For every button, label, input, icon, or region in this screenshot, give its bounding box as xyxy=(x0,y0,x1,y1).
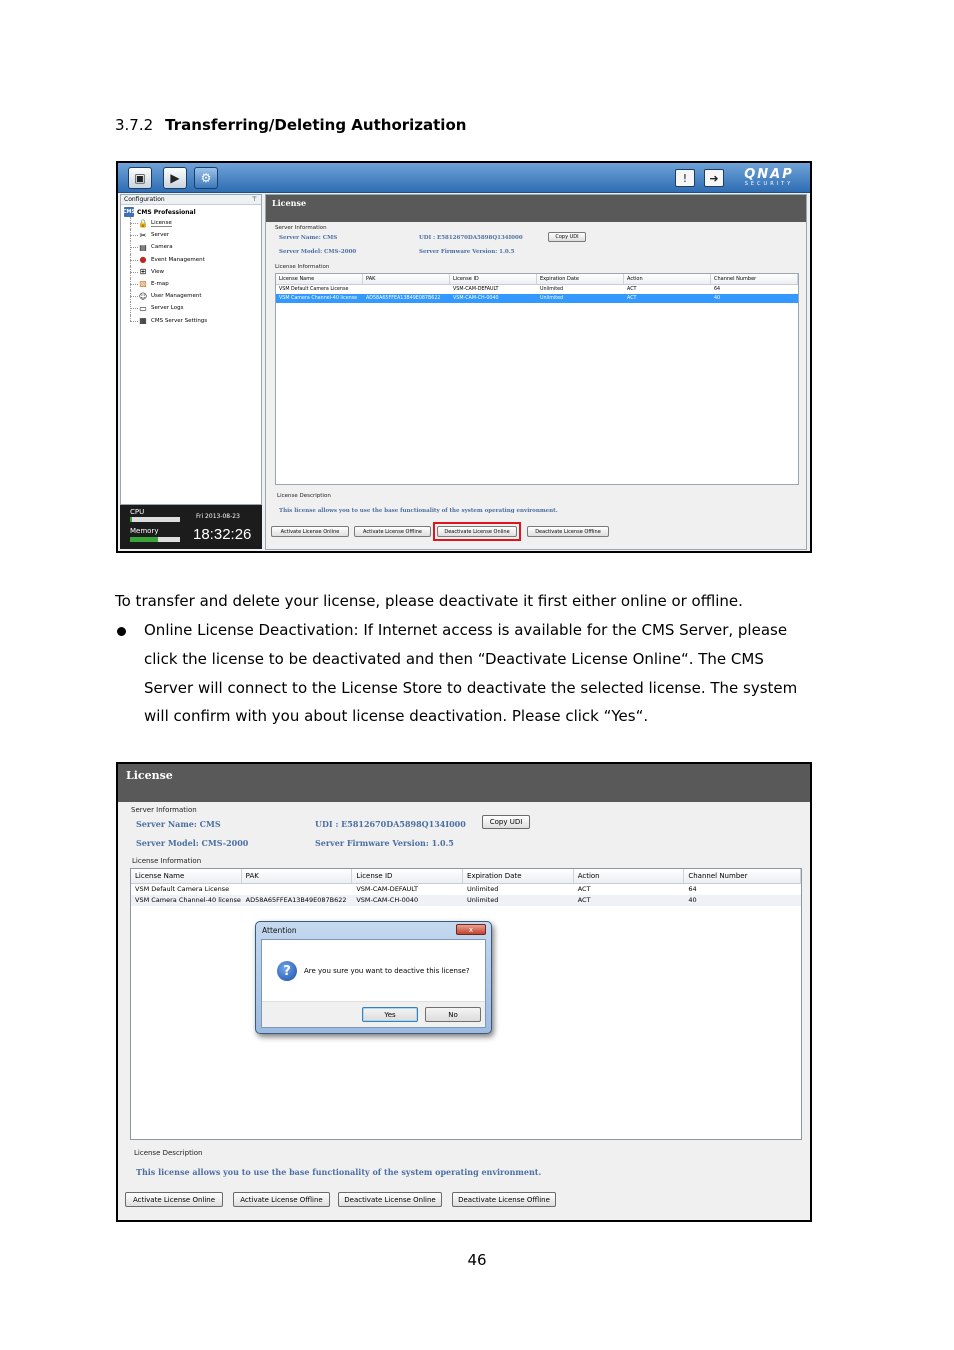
sidebar-item-server[interactable]: ✂ Server xyxy=(121,229,261,241)
table-header xyxy=(131,869,801,884)
section-title: Transferring/Deleting Authorization xyxy=(165,116,467,134)
table-row-selected[interactable]: VSM Camera Channel-40 license AD58A65FFEA13B49E087B622 VSM-CAM-CH-0040 Unlimited ACT 40 xyxy=(276,294,798,303)
dialog-body xyxy=(261,939,486,1028)
intro-paragraph: To transfer and delete your license, please deactivate it first either online or offline. xyxy=(115,592,743,610)
activate-offline-button[interactable]: Activate License Offline xyxy=(233,1192,330,1207)
tree-root-cms-professional[interactable]: CMS CMS Professional xyxy=(122,208,196,216)
sidebar-item-event-management[interactable]: ● Event Management xyxy=(121,254,261,266)
pin-icon[interactable]: ⊤ xyxy=(251,196,257,203)
screenshot-license-deactivation-dialog xyxy=(116,762,812,1222)
configuration-icon[interactable]: ⚙ xyxy=(194,167,218,189)
activate-online-button[interactable]: Activate License Online xyxy=(125,1192,223,1207)
table-row[interactable]: VSM Camera Channel-40 license AD58A65FFEA13B49E087B622 VSM-CAM-CH-0040 Unlimited ACT 40 xyxy=(131,895,801,906)
bullet-line: will confirm with you about license deactivation. Please click “Yes“. xyxy=(144,707,649,725)
bullet-line: Online License Deactivation: If Internet access is available for the CMS Server, please xyxy=(144,621,788,639)
table-row[interactable]: VSM Default Camera License VSM-CAM-DEFAULT Unlimited ACT 64 xyxy=(279,287,721,292)
panel-title: License xyxy=(266,195,806,222)
memory-label: Memory xyxy=(130,527,159,535)
deactivate-offline-button[interactable]: Deactivate License Offline xyxy=(527,526,609,537)
deactivate-online-button[interactable]: Deactivate License Online xyxy=(437,526,517,537)
panel-title: License xyxy=(118,764,810,802)
play-icon[interactable]: ▶ xyxy=(163,167,187,189)
server-info-label: Server Information xyxy=(131,806,197,814)
license-info-label: License Information xyxy=(275,264,330,270)
column-header[interactable]: Expiration Date xyxy=(463,869,574,883)
monitor-icon[interactable]: ▣ xyxy=(128,167,152,189)
udi-value: UDI : E5812670DA5898Q134I000 xyxy=(419,235,523,241)
sidebar-item-license[interactable]: 🔒 License xyxy=(121,217,261,229)
page-number: 46 xyxy=(467,1251,487,1269)
sidebar-item-emap[interactable]: ▧ E-map xyxy=(121,278,261,290)
column-header[interactable]: Channel Number xyxy=(711,274,798,284)
yes-button[interactable]: Yes xyxy=(362,1007,418,1022)
column-header[interactable]: PAK xyxy=(242,869,353,883)
bullet-line: click the license to be deactivated and then “Deactivate License Online“. The CMS xyxy=(144,650,764,668)
firmware-version: Server Firmware Version: 1.0.5 xyxy=(315,838,454,848)
sidebar-item-server-logs[interactable]: ▭ Server Logs xyxy=(121,302,261,314)
server-name: Server Name: CMS xyxy=(136,819,221,829)
configuration-sidebar xyxy=(120,194,262,505)
section-number: 3.7.2 xyxy=(115,116,154,134)
server-model: Server Model: CMS-2000 xyxy=(279,249,357,255)
activate-offline-button[interactable]: Activate License Offline xyxy=(354,526,431,537)
bullet-line: Server will connect to the License Store to deactivate the selected license. The system xyxy=(144,679,798,697)
copy-udi-button[interactable]: Copy UDI xyxy=(482,815,530,829)
column-header[interactable]: License Name xyxy=(131,869,242,883)
event-icon: ● xyxy=(139,255,147,265)
column-header[interactable]: License Name xyxy=(276,274,363,284)
bullet-icon xyxy=(117,627,126,636)
highlight-box xyxy=(433,522,521,541)
license-info-label: License Information xyxy=(132,857,202,865)
license-desc-label: License Description xyxy=(277,493,331,499)
attention-dialog xyxy=(255,921,492,1034)
license-panel xyxy=(265,194,807,550)
settings-icon: ▦ xyxy=(139,316,147,325)
activate-online-button[interactable]: Activate License Online xyxy=(271,526,349,537)
column-header[interactable]: License ID xyxy=(352,869,463,883)
column-header[interactable]: Channel Number xyxy=(684,869,801,883)
user-icon: ☺ xyxy=(138,291,148,301)
column-header[interactable]: Expiration Date xyxy=(537,274,624,284)
logs-icon: ▭ xyxy=(139,303,147,313)
view-icon: ⊞ xyxy=(139,267,147,277)
qnap-security-logo: QNAP SECURITY xyxy=(744,167,794,187)
copy-udi-button[interactable]: Copy UDI xyxy=(548,232,586,242)
sidebar-header: Configuration ⊤ xyxy=(121,195,261,205)
info-icon[interactable]: ! xyxy=(675,169,695,187)
deactivate-online-button[interactable]: Deactivate License Online xyxy=(338,1192,442,1207)
server-name: Server Name: CMS xyxy=(279,235,338,241)
license-description: This license allows you to use the base functionality of the system operating environment. xyxy=(136,1167,542,1177)
column-header[interactable]: Action xyxy=(624,274,711,284)
column-header[interactable]: PAK xyxy=(363,274,450,284)
cpu-meter xyxy=(130,517,180,522)
table-row[interactable]: VSM Default Camera License VSM-CAM-DEFAULT Unlimited ACT 64 xyxy=(135,885,697,893)
dialog-message: Are you sure you want to deactive this license? xyxy=(304,967,470,975)
sidebar-item-camera[interactable]: ▤ Camera xyxy=(121,241,261,253)
license-table xyxy=(275,273,799,485)
license-description: This license allows you to use the base functionality of the system operating environment. xyxy=(279,508,558,514)
dialog-title: Attention xyxy=(262,926,297,935)
emap-icon: ▧ xyxy=(139,279,147,289)
sidebar-item-view[interactable]: ⊞ View xyxy=(121,266,261,278)
section-heading xyxy=(115,116,466,134)
status-date: Fri 2013-08-23 xyxy=(196,513,240,520)
camera-icon: ▤ xyxy=(139,242,147,252)
logout-icon[interactable]: ➜ xyxy=(704,169,724,187)
deactivate-offline-button[interactable]: Deactivate License Offline xyxy=(452,1192,556,1207)
column-header[interactable]: License ID xyxy=(450,274,537,284)
cms-icon: CMS xyxy=(122,209,136,215)
sidebar-item-cms-server-settings[interactable]: ▦ CMS Server Settings xyxy=(121,315,261,327)
screenshot-cms-license-window xyxy=(116,161,812,553)
top-toolbar xyxy=(118,163,810,193)
cpu-label: CPU xyxy=(130,508,145,516)
server-icon: ✂ xyxy=(139,230,147,240)
memory-meter xyxy=(130,537,180,542)
server-model: Server Model: CMS-2000 xyxy=(136,838,249,848)
table-header xyxy=(276,274,798,285)
udi-value: UDI : E5812670DA5898Q134I000 xyxy=(315,819,466,829)
sidebar-item-user-management[interactable]: ☺ User Management xyxy=(121,290,261,302)
server-info-label: Server Information xyxy=(275,225,327,231)
no-button[interactable]: No xyxy=(425,1007,481,1022)
firmware-version: Server Firmware Version: 1.0.5 xyxy=(419,249,515,255)
status-clock: 18:32:26 xyxy=(193,526,252,543)
close-icon[interactable]: x xyxy=(456,924,486,935)
question-icon: ? xyxy=(277,961,297,981)
license-desc-label: License Description xyxy=(134,1149,203,1157)
column-header[interactable]: Action xyxy=(574,869,685,883)
dialog-footer xyxy=(262,1001,485,1027)
system-status-panel xyxy=(120,505,262,549)
license-icon: 🔒 xyxy=(138,218,148,228)
